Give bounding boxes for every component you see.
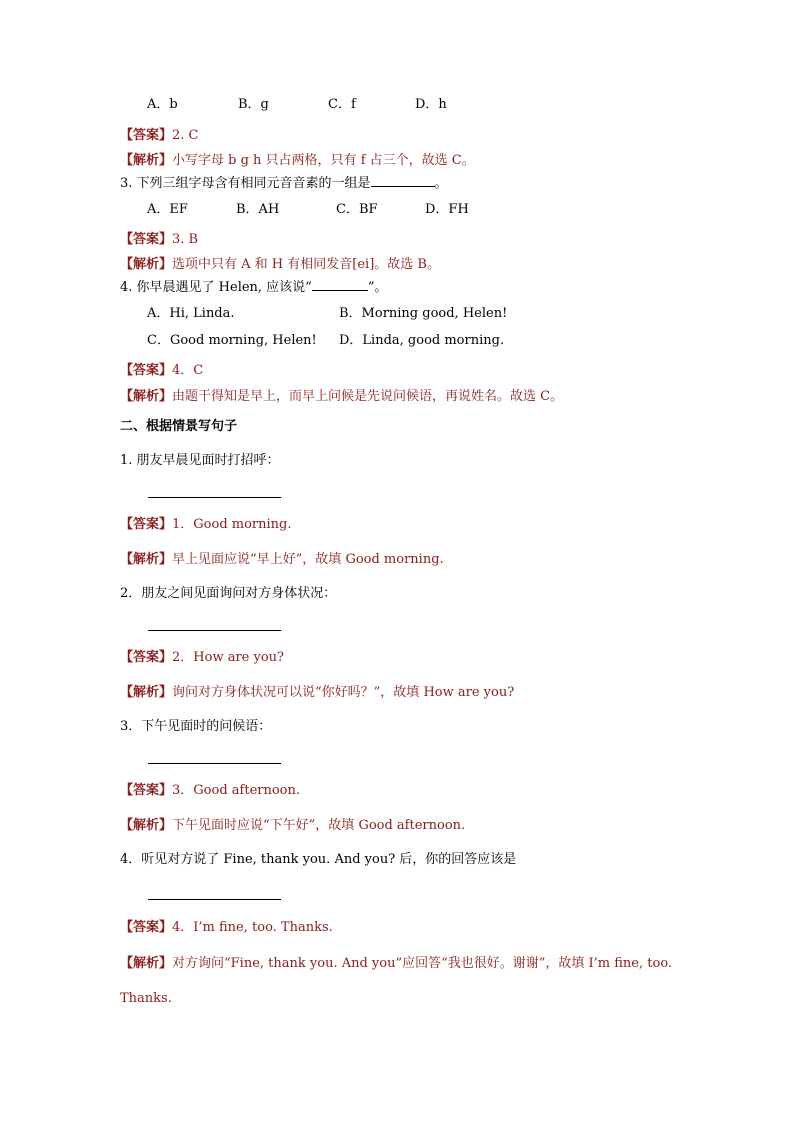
q4-option-a: A．Hi, Linda. <box>147 306 235 321</box>
q3-option-b: B．AH <box>236 202 280 217</box>
answer-text: 4．C <box>172 363 204 378</box>
q3-option-a: A．EF <box>147 202 188 217</box>
question-3-end: 。 <box>434 176 448 191</box>
q3-option-c: C．BF <box>336 202 378 217</box>
analysis-3 <box>120 256 440 274</box>
sentence-question-4: 4．听见对方说了 Fine, thank you. And you? 后，你的回答应该是 <box>120 852 517 867</box>
answer-text: 2．How are you? <box>172 650 285 665</box>
q2-option-c: C．f <box>328 97 356 112</box>
sentence-answer-2 <box>120 649 284 667</box>
sentence-analysis-4-continued: Thanks. <box>120 991 172 1006</box>
answer-line-1 <box>148 497 281 498</box>
sentence-answer-3 <box>120 782 300 800</box>
answer-label: 【答案】 <box>120 783 173 798</box>
q2-option-b: B．g <box>238 97 269 112</box>
answer-line-2 <box>148 630 281 631</box>
section-title: 二、根据情景写句子 <box>120 419 238 434</box>
answer-text: 2. C <box>172 128 199 143</box>
sentence-answer-1 <box>120 516 292 534</box>
answer-label: 【答案】 <box>120 517 173 532</box>
analysis-label: 【解析】 <box>120 153 173 168</box>
analysis-label: 【解析】 <box>120 389 173 404</box>
analysis-text: 选项中只有 A 和 H 有相同发音[ei]。故选 B。 <box>172 257 440 272</box>
analysis-text: 小写字母 b g h 只占两格，只有 f 占三个，故选 C。 <box>172 153 475 168</box>
answer-label: 【答案】 <box>120 920 173 935</box>
sentence-analysis-4 <box>120 955 672 973</box>
answer-text: 3．Good afternoon. <box>172 783 301 798</box>
sentence-analysis-2 <box>120 684 514 702</box>
question-4 <box>120 278 388 297</box>
sentence-question-1: 1. 朋友早晨见面时打招呼： <box>120 453 280 468</box>
q4-option-b: B．Morning good, Helen! <box>339 306 508 321</box>
answer-blank <box>371 174 435 187</box>
question-4-end: ”。 <box>367 280 388 295</box>
sentence-question-3: 3．下午见面时的问候语： <box>120 719 272 734</box>
analysis-2 <box>120 152 475 170</box>
answer-3 <box>120 231 198 249</box>
q2-option-a: A．b <box>147 97 178 112</box>
sentence-analysis-3 <box>120 817 465 835</box>
analysis-4 <box>120 388 563 406</box>
analysis-label: 【解析】 <box>120 956 173 971</box>
analysis-text: 早上见面应说“早上好”，故填 Good morning. <box>172 552 444 567</box>
sentence-answer-4 <box>120 919 333 937</box>
answer-line-4 <box>148 899 281 900</box>
analysis-label: 【解析】 <box>120 685 173 700</box>
answer-text: 1．Good morning. <box>172 517 292 532</box>
answer-label: 【答案】 <box>120 232 173 247</box>
analysis-text: 下午见面时应说“下午好”，故填 Good afternoon. <box>172 818 466 833</box>
q3-option-d: D．FH <box>425 202 469 217</box>
analysis-text: 询问对方身体状况可以说“你好吗？”，故填 How are you? <box>172 685 515 700</box>
answer-label: 【答案】 <box>120 650 173 665</box>
question-3 <box>120 174 448 193</box>
answer-text: 3. B <box>172 232 199 247</box>
answer-2 <box>120 127 199 145</box>
answer-label: 【答案】 <box>120 363 173 378</box>
q4-option-c: C．Good morning, Helen! <box>147 333 317 348</box>
answer-line-3 <box>148 763 281 764</box>
answer-4 <box>120 362 203 380</box>
sentence-analysis-1 <box>120 551 444 569</box>
q4-option-d: D．Linda, good morning. <box>339 333 505 348</box>
analysis-label: 【解析】 <box>120 257 173 272</box>
analysis-text: 对方询问“Fine, thank you. And you”应回答“我也很好。谢谢”，故填 I’m fine, too. <box>172 956 673 971</box>
q2-option-d: D．h <box>415 97 447 112</box>
analysis-text: 由题干得知是早上，而早上问候是先说问候语，再说姓名。故选 C。 <box>172 389 564 404</box>
question-3-text: 3. 下列三组字母含有相同元音音素的一组是 <box>120 176 371 191</box>
question-4-text: 4. 你早晨遇见了 Helen, 应该说“ <box>120 280 312 295</box>
analysis-label: 【解析】 <box>120 552 173 567</box>
analysis-label: 【解析】 <box>120 818 173 833</box>
answer-text: 4．I’m fine, too. Thanks. <box>172 920 333 935</box>
answer-label: 【答案】 <box>120 128 173 143</box>
answer-blank <box>312 278 368 291</box>
sentence-question-2: 2．朋友之间见面询问对方身体状况： <box>120 586 337 601</box>
